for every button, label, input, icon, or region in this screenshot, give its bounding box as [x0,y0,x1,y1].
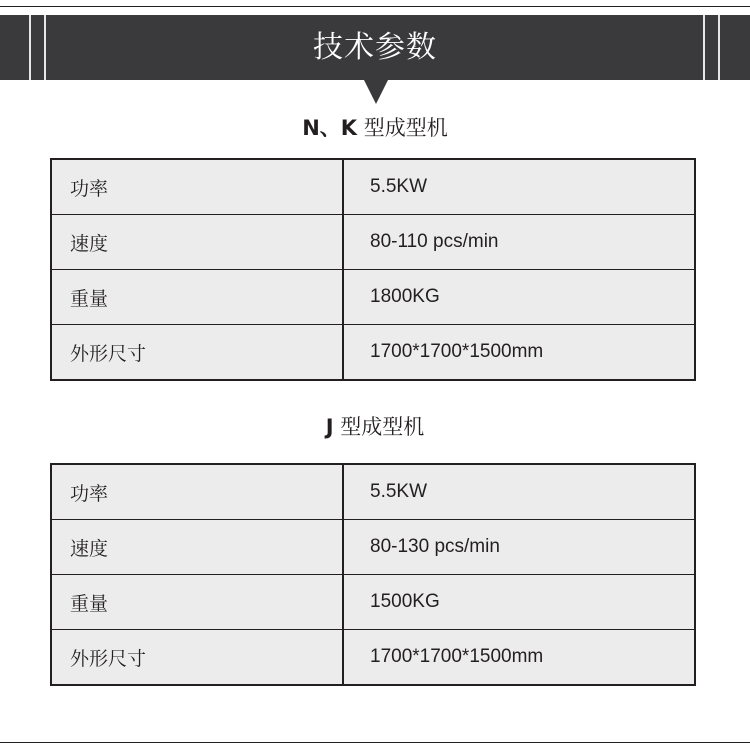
spec-label-dimensions: 外形尺寸 [51,325,343,381]
bottom-divider [0,742,750,743]
spec-value-dimensions: 1700*1700*1500mm [343,630,695,686]
table-row [51,575,695,630]
table-row [51,520,695,575]
spec-table-j [50,463,696,686]
table-row [51,464,695,520]
spec-label-power: 功率 [51,464,343,520]
spec-label-power: 功率 [51,159,343,215]
table-row [51,159,695,215]
table-row [51,270,695,325]
spec-value-power: 5.5KW [343,159,695,215]
table-row [51,215,695,270]
section-suffix: 型成型机 [357,116,448,140]
spec-value-dimensions: 1700*1700*1500mm [343,325,695,381]
spec-value-weight: 1800KG [343,270,695,325]
spec-value-speed: 80-130 pcs/min [343,520,695,575]
section-title-j [0,414,750,440]
spec-label-speed: 速度 [51,520,343,575]
spec-value-speed: 80-110 pcs/min [343,215,695,270]
section-model: N、K [302,116,358,140]
header-arrow-pointer [364,80,388,104]
section-model: J [325,415,334,439]
page-title: 技术参数 [313,30,437,65]
top-divider [0,6,750,7]
header-band [0,15,750,80]
section-suffix: 型成型机 [333,415,425,439]
spec-label-dimensions: 外形尺寸 [51,630,343,686]
spec-value-power: 5.5KW [343,464,695,520]
spec-label-weight: 重量 [51,575,343,630]
section-title-nk [0,115,750,141]
table-row [51,630,695,686]
spec-table-nk [50,158,696,381]
spec-label-weight: 重量 [51,270,343,325]
spec-label-speed: 速度 [51,215,343,270]
table-row [51,325,695,381]
spec-value-weight: 1500KG [343,575,695,630]
